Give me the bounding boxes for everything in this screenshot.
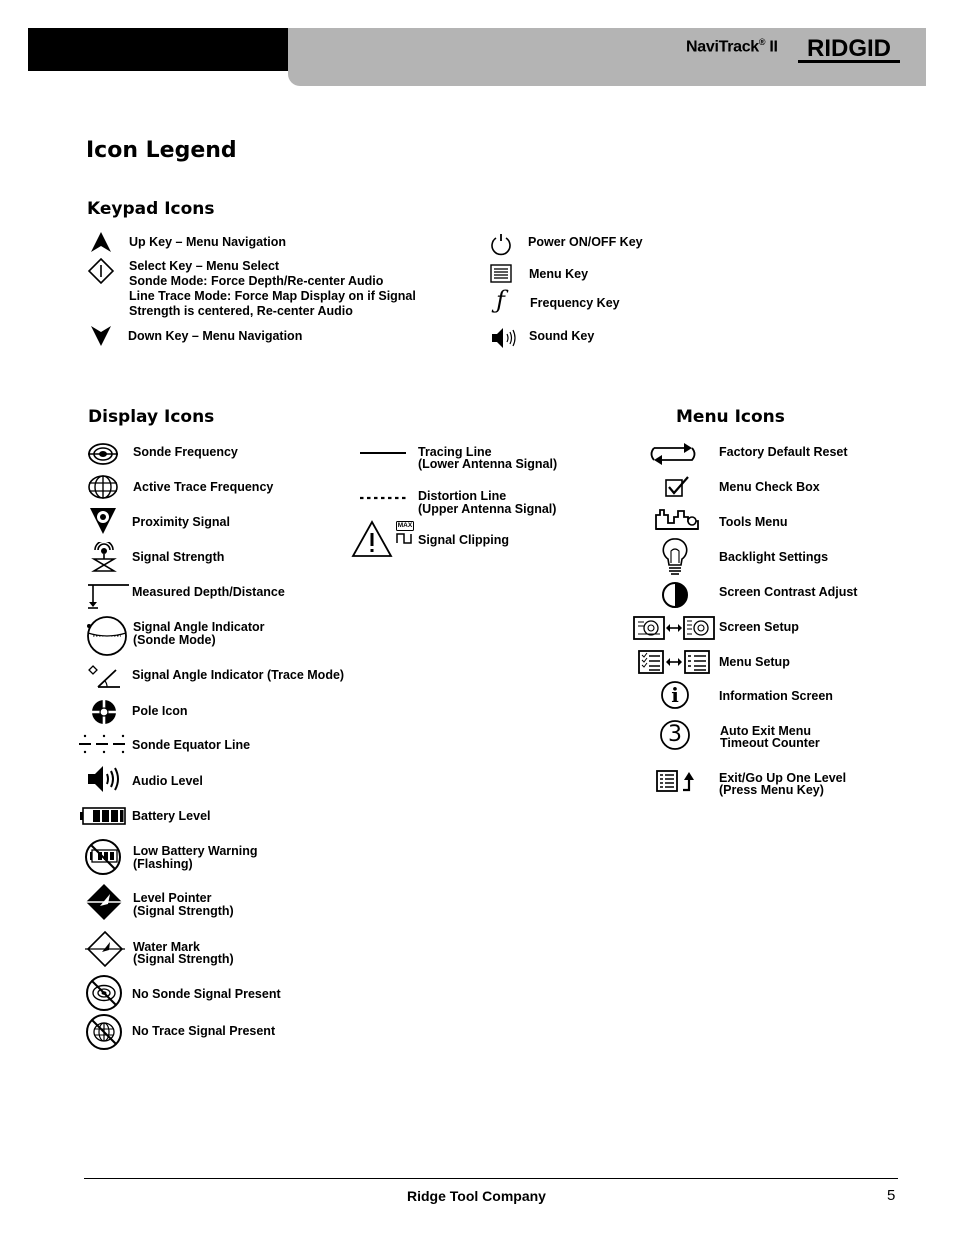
factory-reset-icon [648,441,698,467]
menu-key-label: Menu Key [529,267,589,281]
sonde-frequency-icon [87,441,119,467]
display-icons-heading: Display Icons [88,407,215,427]
battery-level-icon [80,807,126,825]
keypad-icons-heading: Keypad Icons [87,199,215,219]
max-badge-text: MAX [397,522,413,529]
page-title: Icon Legend [86,138,237,163]
measured-depth-icon [86,582,130,610]
low-battery-warning-icon [84,838,122,876]
low-battery-label-1: Low Battery Warning [133,844,258,858]
up-key-label: Up Key – Menu Navigation [129,235,286,249]
footer-company: Ridge Tool Company [407,1188,546,1204]
contrast-label: Screen Contrast Adjust [719,585,858,599]
check-box-label: Menu Check Box [719,480,820,494]
active-trace-frequency-label: Active Trace Frequency [133,480,274,494]
auto-exit-label-2: Timeout Counter [720,736,820,750]
no-trace-signal-label: No Trace Signal Present [132,1024,276,1038]
menu-key-icon [490,264,512,283]
timeout-counter-icon [659,719,691,751]
tools-icon [654,507,700,533]
up-arrow-icon [90,231,112,253]
no-sonde-signal-icon [85,974,123,1012]
pole-icon [90,698,118,726]
menu-setup-label: Menu Setup [719,655,790,669]
header-product-title: NaviTrack® II [686,37,778,56]
select-diamond-icon [88,258,114,284]
footer-rule [84,1178,898,1179]
information-icon-glyph: i [671,683,679,707]
header-black-band [28,28,288,71]
sound-key-label: Sound Key [529,329,595,343]
sonde-frequency-label: Sonde Frequency [133,445,238,459]
signal-angle-trace-label: Signal Angle Indicator (Trace Mode) [132,668,345,682]
screen-setup-label: Screen Setup [719,620,799,634]
header-gray-tab [288,71,926,86]
auto-exit-label-1: Auto Exit Menu [720,724,811,738]
contrast-icon [661,581,689,609]
tracing-line-icon [359,448,407,458]
exit-up-label-2: (Press Menu Key) [719,783,824,797]
down-arrow-icon [90,325,112,347]
sound-key-icon [490,326,518,350]
active-trace-frequency-icon [87,474,119,500]
menu-setup-icon [637,649,711,675]
lightbulb-icon [661,537,689,577]
pole-icon-label: Pole Icon [132,704,188,718]
no-trace-signal-icon [85,1013,123,1051]
power-key-label: Power ON/OFF Key [528,235,643,249]
proximity-signal-icon [88,506,118,536]
tools-menu-label: Tools Menu [719,515,788,529]
low-battery-label-2: (Flashing) [133,857,193,871]
distortion-line-label-2: (Upper Antenna Signal) [418,502,557,516]
tracing-line-label-1: Tracing Line [418,445,492,459]
signal-strength-icon [90,542,118,572]
distortion-line-label-1: Distortion Line [418,489,507,503]
timeout-counter-glyph: 3 [668,722,682,747]
measured-depth-label: Measured Depth/Distance [132,585,285,599]
power-icon [489,233,513,257]
frequency-key-label: Frequency Key [530,296,620,310]
svg-text:RIDGID: RIDGID [807,35,891,62]
screen-setup-icon [632,614,716,642]
no-sonde-signal-label: No Sonde Signal Present [132,987,281,1001]
information-icon [660,680,690,710]
menu-icons-heading: Menu Icons [676,407,785,427]
information-screen-label: Information Screen [719,689,833,703]
backlight-label: Backlight Settings [719,550,829,564]
exit-up-level-icon [655,769,697,793]
tracing-line-label-2: (Lower Antenna Signal) [418,457,558,471]
signal-clipping-label: Signal Clipping [418,533,509,547]
down-key-label: Down Key – Menu Navigation [128,329,303,343]
level-pointer-label-2: (Signal Strength) [133,904,234,918]
signal-angle-sonde-icon [85,614,129,658]
signal-angle-trace-icon [86,664,122,690]
max-badge [396,521,414,531]
signal-angle-sonde-label-1: Signal Angle Indicator [133,620,265,634]
exit-up-label-1: Exit/Go Up One Level [719,771,847,785]
water-mark-icon [84,929,126,969]
audio-level-label: Audio Level [132,774,203,788]
signal-strength-label: Signal Strength [132,550,225,564]
factory-reset-label: Factory Default Reset [719,445,848,459]
ridgid-logo [798,34,900,64]
proximity-signal-label: Proximity Signal [132,515,230,529]
battery-level-label: Battery Level [132,809,211,823]
level-pointer-label-1: Level Pointer [133,891,212,905]
check-box-icon [664,475,690,499]
distortion-line-icon [359,493,407,503]
water-mark-label-1: Water Mark [133,940,200,954]
frequency-icon: ƒ [496,286,505,314]
level-pointer-icon [82,882,126,922]
signal-clipping-warning-icon [351,520,393,558]
clipped-wave-icon [396,532,414,544]
page-number: 5 [887,1187,896,1204]
sonde-equator-line-icon [78,733,130,755]
sonde-equator-line-label: Sonde Equator Line [132,738,251,752]
water-mark-label-2: (Signal Strength) [133,952,234,966]
audio-level-icon [86,764,122,794]
signal-angle-sonde-label-2: (Sonde Mode) [133,633,216,647]
select-key-description: Select Key – Menu Select Sonde Mode: Force Depth/Re-center Audio Line Trace Mode: Force Map Display on if Signal Strength is centered, Re-center Audio [129,259,416,318]
